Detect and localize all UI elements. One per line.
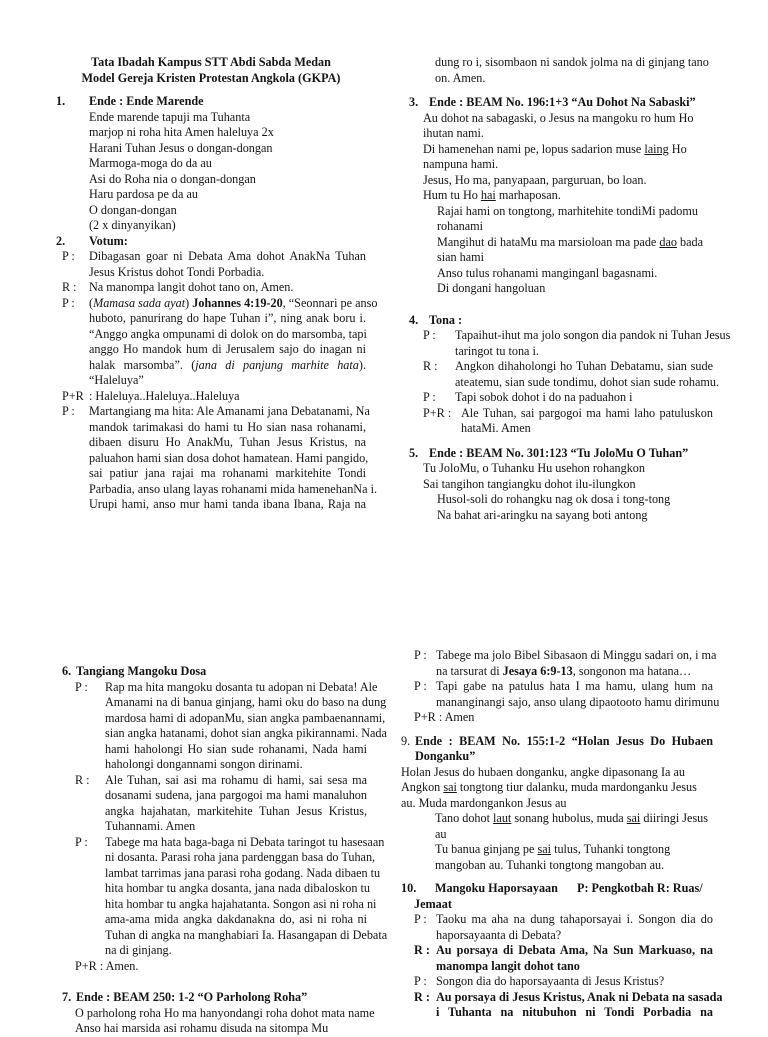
section-5: [403, 446, 713, 462]
tona-r: [403, 359, 720, 390]
creed-r2: [401, 989, 723, 1021]
text-line: Parbadia, anso ulang layas rohanami mida hamenehanNa i.: [89, 481, 378, 496]
italic-note: jana di panjung marhite hata: [195, 357, 359, 372]
text-line: “Haleluya”: [89, 373, 144, 387]
text-line: Rap ma hita mangoku dosanta tu adopan ni Debata! Ale: [105, 679, 378, 694]
text-line: Amanami na di banua ginjang, hami oku do baso na dung: [105, 695, 387, 709]
speaker-label: P :: [414, 679, 427, 693]
section-9-title: Ende : BEAM No. 155:1-2 “Holan Jesus Do Hubaen: [415, 733, 713, 748]
lyric-line: nampuna hami.: [423, 157, 499, 171]
creed-p2: [401, 974, 713, 990]
section-9: [401, 734, 713, 765]
underlined-word: sai: [443, 780, 457, 794]
section-6-title: Tangiang Mangoku Dosa: [76, 664, 207, 678]
text-run: (: [89, 295, 94, 310]
text-line: lambat tarrimas jana parasi roha godang. Nada dibaen tu: [105, 865, 381, 880]
song-3-lyrics: [403, 111, 713, 297]
left-top-column: [56, 55, 378, 513]
text-line: Tuhannami. Amen: [105, 819, 196, 833]
text-line: Ale Tuhan, sai asi ma rohamu di hami, sai sesa ma: [105, 772, 367, 787]
speaker-label: P :: [62, 295, 75, 310]
speaker-label: R :: [62, 280, 77, 294]
confession-p2: [62, 834, 388, 959]
lyric-line: [437, 235, 713, 251]
text-line: hataMi. Amen: [461, 421, 531, 435]
lyric-line: Jesus, Ho ma, panyapaan, parguruan, bo loan.: [423, 172, 647, 187]
section-10-legend-cont: Jemaat: [414, 896, 452, 911]
lyric-line: Ende marende tapuji ma Tuhanta: [89, 109, 251, 124]
text-line: mandok tarimakasi do hami tu Ho sian nasa rohanami,: [89, 419, 366, 434]
section-10: [401, 881, 713, 897]
continued-prayer: [403, 55, 713, 86]
speaker-label: R :: [414, 943, 430, 957]
text-line: manompa langit dohot tano: [436, 958, 580, 973]
speaker-label: P :: [414, 648, 427, 662]
confession-p1: [62, 679, 387, 773]
tona-pr: [403, 406, 713, 437]
bible-reference: Johannes 4:19-20: [192, 295, 283, 310]
section-6-number: 6.: [62, 664, 72, 678]
section-2-title: Votum:: [89, 233, 128, 248]
song-5-lyrics: [403, 461, 713, 523]
lyric-line: [423, 142, 713, 158]
section-10-number: 10.: [401, 881, 417, 895]
votum-pr: [56, 389, 366, 405]
speaker-label: P :: [62, 404, 75, 418]
lyric-line: Na bahat ari-aringku na sayang boti antong: [437, 507, 648, 522]
underlined-word: laing: [644, 141, 669, 156]
lyric-line: au: [435, 826, 447, 841]
text-line: Ale Tuhan, sai pargogoi ma hami laho patuluskon: [461, 405, 713, 420]
votum-p3: [56, 404, 378, 513]
section-3: [403, 95, 713, 111]
right-top-column: [403, 55, 731, 523]
votum-p1: [56, 249, 366, 280]
left-bottom-column: [62, 664, 388, 1037]
song-1-lyrics: [56, 110, 366, 234]
text-line: “Anggo angka ompunami di dolok on do marsomba, tapi: [89, 326, 367, 341]
text-line: [89, 358, 366, 374]
text-run: Tano dohot: [435, 811, 494, 825]
lyric-line: marjop ni roha hita Amen haleluya 2x: [89, 125, 274, 139]
text-line: Tapi sobok dohot i do na paduahon i: [455, 390, 633, 404]
text-line: na di ginjang.: [105, 943, 172, 957]
text-run: tulus, Tuhanki tongtong: [551, 842, 671, 856]
votum-r1: [56, 280, 366, 296]
lyric-line: Marmoga-moga do da au: [89, 156, 212, 170]
section-9-number: 9.: [401, 733, 411, 748]
lyric-line: ihutan nami.: [423, 126, 484, 140]
text-run: tongtong tiur dalanku, muda mardonganku Jesus: [456, 780, 697, 794]
text-line: dosanami sudena, jana pargogoi ma hami manaluhon: [105, 788, 367, 802]
section-2-number: 2.: [56, 233, 66, 248]
lyric-line: Sai tangihon tangiangku dohot ilu-ilungkon: [423, 476, 636, 491]
text-line: Tuhan di angka na manghabiari Ia. Hasangapan di Debata: [105, 927, 388, 942]
song-9-lyrics: [401, 765, 713, 874]
lyric-line: Harani Tuhan Jesus o dongan-dongan: [89, 140, 273, 155]
text-line: dung ro i, sisombaon ni sandok jolma na di ginjang tano: [435, 55, 709, 69]
text-run: , “Seonnari pe anso: [282, 295, 378, 310]
underlined-word: dao: [659, 234, 677, 249]
section-7-number: 7.: [62, 990, 72, 1004]
reading-p1: [401, 648, 717, 679]
text-line: Na manompa langit dohot tano on, Amen.: [89, 280, 294, 294]
speaker-label: P :: [423, 328, 436, 342]
speaker-label: R :: [423, 359, 438, 373]
text-line: sian angka hatanami, dohot sian angka pikirannami. Nada: [105, 726, 387, 740]
text-run: , songonon ma hatana…: [572, 663, 692, 678]
text-line: ateatemu, sian sude tondimu, dohot sian sude rohamu.: [455, 374, 720, 389]
lyric-line: [423, 188, 713, 204]
text-line: Dibagasan goar ni Debata Ama dohot AnakNa Tuhan: [89, 249, 366, 263]
section-5-title: Ende : BEAM No. 301:123 “Tu JoloMu O Tuhan”: [429, 445, 689, 460]
verse-3: [423, 204, 713, 297]
confession-r: [62, 773, 367, 835]
doc-subtitle: Model Gereja Kristen Protestan Angkola (GKPA): [81, 70, 341, 85]
section-1-number: 1.: [56, 94, 66, 108]
section-10-title: Mangoku Haporsayaan: [435, 881, 558, 895]
text-line: Au porsaya di Jesus Kristus, Anak ni Debata na sasada: [436, 989, 723, 1004]
lyric-line: Di dongani hangoluan: [437, 281, 546, 295]
lyric-line: Anso hai marsida asi rohamu disuda na sitompa Mu: [75, 1021, 329, 1035]
text-run: na tarsurat di: [436, 663, 503, 678]
speaker-label: P+R :: [423, 405, 452, 420]
confession-pr: P+R : Amen.: [75, 958, 139, 973]
votum-p2: [56, 295, 378, 389]
speaker-label: P :: [62, 249, 75, 263]
text-line: anggo Ho mandok hum di Jerusalem sajo do inagan ni: [89, 342, 366, 356]
underlined-word: laut: [493, 811, 512, 825]
speaker-label: P :: [414, 912, 427, 926]
text-run: Angkon: [401, 780, 444, 794]
lyric-line: mangoban au. Tuhanki tongtong mangoban au.: [435, 857, 665, 872]
text-run: halak marsomba”. (: [89, 357, 196, 372]
lyric-line: rohanami: [437, 219, 484, 233]
speaker-label: R :: [75, 772, 90, 787]
underlined-word: sai: [626, 811, 641, 825]
text-line: sai patiur jana rajai ma rohanami markitehite Tondi: [89, 466, 366, 480]
text-line: [89, 295, 378, 312]
text-line: on. Amen.: [435, 70, 486, 85]
text-run: marhaposan.: [495, 188, 561, 202]
text-line: ni dosanta. Parasi roha jana pardenggan basa do Tuhan,: [105, 850, 376, 864]
speaker-label: P :: [75, 679, 88, 694]
creed-p1: [401, 912, 713, 943]
text-line: : Haleluya..Haleluya..Haleluya: [89, 388, 240, 403]
section-5-number: 5.: [409, 445, 419, 460]
reading-p2: [401, 679, 720, 710]
text-line: hita hombar tu angka dosanta, jana nada dibaloskon tu: [105, 881, 371, 895]
text-line: angka hajahatan, markitehite Tuhan Jesus Kristus,: [105, 803, 367, 818]
text-line: Tabege ma jolo Bibel Sibasaon di Minggu sadari on, i ma: [436, 648, 717, 662]
creed-r1: [401, 943, 713, 974]
text-run: Tu banua ginjang pe: [435, 842, 538, 856]
text-line: Songon dia do haporsayaanta di Jesus Kristus?: [436, 974, 665, 988]
lyric-line: Holan Jesus do hubaen donganku, angke dipasonang Ia au: [401, 764, 685, 779]
text-line: Tapi gabe na patulus hata I ma hamu, ulang hum na: [436, 679, 713, 693]
lyric-line: [435, 811, 713, 827]
speaker-label: P :: [414, 974, 427, 988]
underlined-word: sai: [537, 842, 552, 856]
text-line: i Tuhanta na nitubuhon ni Tondi Porbadia na: [436, 1005, 713, 1019]
text-line: dibaen disuru Ho AnakMu, Tuhan Jesus Kristus, na: [89, 435, 366, 449]
section-4-number: 4.: [409, 312, 419, 327]
text-line: Martangiang ma hita: Ale Amanami jana Debatanami, Na: [89, 404, 370, 418]
lyric-line: Husol-soli do rohangku nag ok dosa i tong-tong: [437, 492, 671, 506]
section-3-number: 3.: [409, 95, 419, 109]
speaker-label: P :: [423, 390, 436, 404]
lyric-line: au. Muda mardongankon Jesus au: [401, 795, 567, 810]
text-run: ).: [358, 357, 366, 372]
lyric-line: Asi do Roha nia o dongan-dongan: [89, 171, 256, 186]
text-line: ama-ama mida angka dakdanakna do, asi ni roha ni: [105, 912, 367, 926]
text-run: ): [185, 295, 193, 310]
lyric-line: Tu JoloMu, o Tuhanku Hu usehon rohangkon: [423, 461, 645, 475]
lyric-line: sian hami: [437, 250, 485, 264]
lyric-line: [401, 780, 713, 796]
text-line: Tapaihut-ihut ma jolo songon dia pandok ni Tuhan Jesus: [455, 328, 731, 342]
tona-p1: [403, 328, 731, 359]
text-run: bada: [676, 234, 704, 249]
section-4-title: Tona :: [429, 312, 463, 327]
text-run: Ho: [668, 141, 687, 156]
text-line: mardosa hami di adopanMu, sian angka pambaenannami,: [105, 710, 386, 725]
lyric-line: O parholong roha Ho ma hanyondangi roha dohot mata name: [75, 1005, 375, 1020]
text-line: Au porsaya di Debata Ama, Na Sun Markuaso, na: [436, 943, 713, 957]
speaker-label: P :: [75, 834, 88, 849]
section-1-title: Ende : Ende Marende: [89, 94, 204, 108]
reading-pr: P+R : Amen: [414, 710, 475, 724]
text-line: Tabege ma hata baga-baga ni Debata taringot tu hasesaan: [105, 834, 385, 849]
text-run: Mangihut di hataMu ma marsioloan ma pade: [437, 234, 660, 249]
text-line: Jesus Kristus dohot Tondi Porbadia.: [89, 264, 265, 279]
text-line: paluahon hami sian dosa dohot hamatean. Hami pangido,: [89, 450, 369, 465]
section-9-title-cont: Donganku”: [415, 749, 476, 763]
text-run: Di hamenehan nami pe, lopus sadarion muse: [423, 141, 645, 156]
text-line: Taoku ma aha na dung tahaporsayai i. Songon dia do: [436, 912, 713, 926]
section-2: [56, 234, 366, 250]
lyric-line: Haru pardosa pe da au: [89, 187, 198, 201]
text-line: hita hombar tu angka hajahatanta. Songon asi ni roha ni: [105, 896, 377, 911]
text-line: haporsayaanta di Debata?: [436, 927, 562, 942]
lyric-note: (2 x dinyanyikan): [89, 218, 176, 232]
speaker-label: R :: [414, 989, 430, 1004]
section-6: [62, 664, 367, 680]
section-3-title: Ende : BEAM No. 196:1+3 “Au Dohot Na Sabaski”: [429, 95, 696, 109]
text-run: diiringi Jesus: [640, 811, 709, 825]
text-run: sonang hubolus, muda: [511, 811, 627, 825]
bible-reference: Jesaya 6:9-13: [502, 663, 573, 678]
section-4: [403, 313, 713, 329]
text-run: Hum tu Ho: [423, 188, 481, 202]
song-7-lyrics: [62, 1005, 375, 1037]
underlined-word: hai: [480, 188, 496, 202]
section-7-title: Ende : BEAM 250: 1-2 “O Parholong Roha”: [76, 990, 308, 1004]
tona-p2: [403, 390, 713, 406]
section-1: [56, 94, 366, 110]
text-line: mananginangi sajo, anso ulang dipaotooto hamu dirimunu: [436, 694, 720, 709]
section-7: [62, 990, 367, 1006]
text-line: taringot tu tona i.: [455, 343, 539, 358]
text-line: haholongi dongannami songon dirinami.: [105, 757, 303, 771]
right-bottom-column: [401, 648, 723, 1021]
italic-note: Mamasa sada ayat: [93, 295, 186, 310]
speaker-label: P+R: [62, 388, 84, 403]
lyric-line: Rajai hami on tongtong, marhitehite tondiMi padomu: [437, 203, 698, 218]
text-line: Angkon dihaholongi ho Tuhan Debatamu, sian sude: [455, 359, 713, 373]
text-line: hami haholongi Ho sian sude rohanami, Nada hami: [105, 741, 367, 756]
doc-title: Tata Ibadah Kampus STT Abdi Sabda Medan: [91, 55, 331, 69]
text-line: [436, 664, 713, 680]
lyric-line: Au dohot na sabagaski, o Jesus na mangoku ro hum Ho: [423, 110, 694, 125]
text-line: huboto, panurirang do hape Tuhan i”, ning anak boru i.: [89, 311, 366, 325]
lyric-line: Anso tulus rohanami manginganl bagasnami.: [437, 265, 658, 280]
section-10-legend: P: Pengkotbah R: Ruas/: [577, 881, 703, 895]
lyric-line: O dongan-dongan: [89, 202, 177, 217]
text-line: Urupi hami, anso mur hami tanda ibana Ibana, Raja na: [89, 497, 366, 511]
lyric-line: [435, 842, 713, 858]
